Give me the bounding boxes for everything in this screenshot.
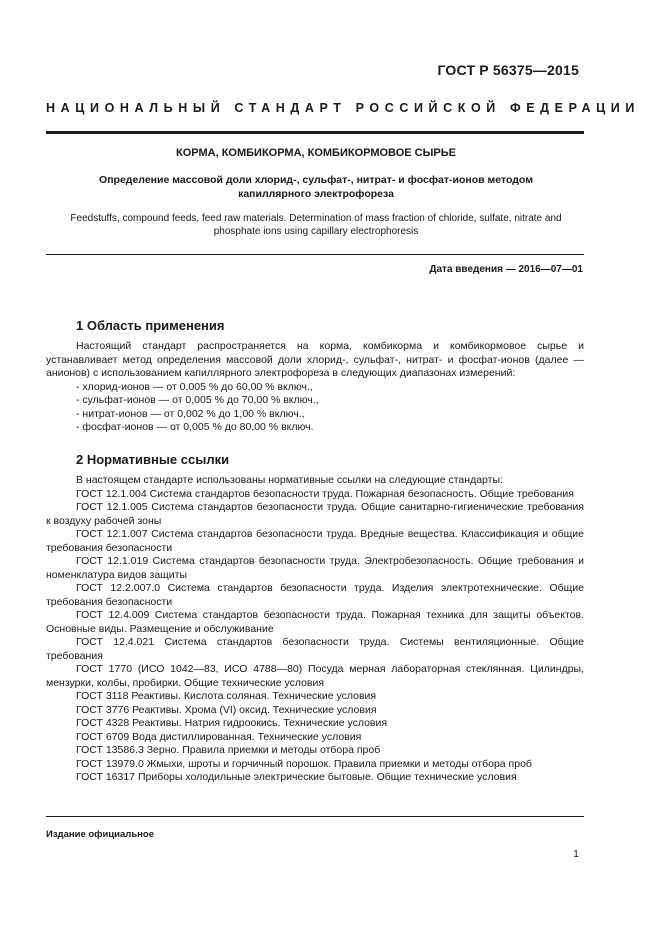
reference-item: ГОСТ 1770 (ИСО 1042—83, ИСО 4788—80) Посуда мерная лабораторная стеклянная. Цилиндры, мензурки, колбы, пробирки. Общие технические условия <box>46 663 584 689</box>
english-title: Feedstuffs, compound feeds, feed raw materials. Determination of mass fraction of chloride, sulfate, nitrate and phosphate ions using capillary electrophoresis <box>70 213 562 237</box>
national-standard-banner: НАЦИОНАЛЬНЫЙ СТАНДАРТ РОССИЙСКОЙ ФЕДЕРАЦИИ <box>46 101 640 115</box>
reference-item: ГОСТ 12.4.021 Система стандартов безопасности труда. Системы вентиляционные. Общие требования <box>46 636 584 662</box>
section-2-intro: В настоящем стандарте использованы нормативные ссылки на следующие стандарты: <box>76 474 503 486</box>
section-2-body <box>46 474 584 785</box>
document-title: КОРМА, КОМБИКОРМА, КОМБИКОРМОВОЕ СЫРЬЕ <box>176 147 456 159</box>
standard-number: ГОСТ Р 56375—2015 <box>437 62 579 78</box>
reference-item: ГОСТ 13979.0 Жмыхи, шроты и горчичный порошок. Правила приемки и методы отбора проб <box>76 757 532 770</box>
section-1-body <box>46 340 584 435</box>
range-item: - хлорид-ионов — от 0,005 % до 60,00 % включ., <box>76 380 313 393</box>
reference-item: ГОСТ 12.4.009 Система стандартов безопасности труда. Пожарная техника для защиты объектов. Основные виды. Размещение и обслуживание <box>46 609 584 635</box>
reference-item: ГОСТ 6709 Вода дистиллированная. Технические условия <box>76 730 362 743</box>
reference-item: ГОСТ 12.1.019 Система стандартов безопасности труда. Электробезопасность. Общие требования и номенклатура видов защиты <box>46 555 584 581</box>
reference-item: ГОСТ 13586.3 Зерно. Правила приемки и методы отбора проб <box>76 744 381 756</box>
intro-date: Дата введения — 2016—07—01 <box>429 264 583 275</box>
reference-item: ГОСТ 3776 Реактивы. Хрома (VI) оксид. Технические условия <box>76 703 377 716</box>
document-subtitle: Определение массовой доли хлорид-, сульфат-, нитрат- и фосфат-ионов методом капиллярного электрофореза <box>99 174 533 200</box>
official-edition-label: Издание официальное <box>46 829 154 840</box>
reference-item: ГОСТ 12.1.007 Система стандартов безопасности труда. Вредные вещества. Классификация и общие требования безопасности <box>46 528 584 554</box>
reference-item: ГОСТ 4328 Реактивы. Натрия гидроокись. Технические условия <box>76 717 388 729</box>
reference-item: ГОСТ 12.1.004 Система стандартов безопасности труда. Пожарная безопасность. Общие требования <box>76 487 574 500</box>
range-item: - сульфат-ионов — от 0,005 % до 70,00 % включ., <box>76 394 319 406</box>
reference-item: ГОСТ 12.2.007.0 Система стандартов безопасности труда. Изделия электротехнические. Общие требования безопасности <box>46 582 584 608</box>
header-divider <box>46 131 584 134</box>
reference-item: ГОСТ 12.1.005 Система стандартов безопасности труда. Общие санитарно-гигиенические требования к воздуху рабочей зоны <box>46 501 584 527</box>
footer-divider <box>46 816 584 817</box>
section-2-heading: 2 Нормативные ссылки <box>76 452 230 467</box>
title-divider <box>46 254 584 255</box>
reference-item: ГОСТ 3118 Реактивы. Кислота соляная. Технические условия <box>76 690 377 702</box>
section-1-paragraph: Настоящий стандарт распространяется на корма, комбикорма и комбикормовое сырье и устанавливает метод определения массовой доли хлорид-, сульфат-, нитрат- и фосфат-ионов (далее — анионов) с использованием капиллярного электрофореза в следующих диапазонах измерений: <box>46 340 584 379</box>
range-item: - нитрат-ионов — от 0,002 % до 1,00 % включ., <box>76 407 305 420</box>
reference-item: ГОСТ 16317 Приборы холодильные электрические бытовые. Общие технические условия <box>76 771 517 783</box>
page-number: 1 <box>573 848 579 860</box>
range-item: - фосфат-ионов — от 0,005 % до 80,00 % включ. <box>76 421 314 433</box>
section-1-heading: 1 Область применения <box>76 318 225 333</box>
